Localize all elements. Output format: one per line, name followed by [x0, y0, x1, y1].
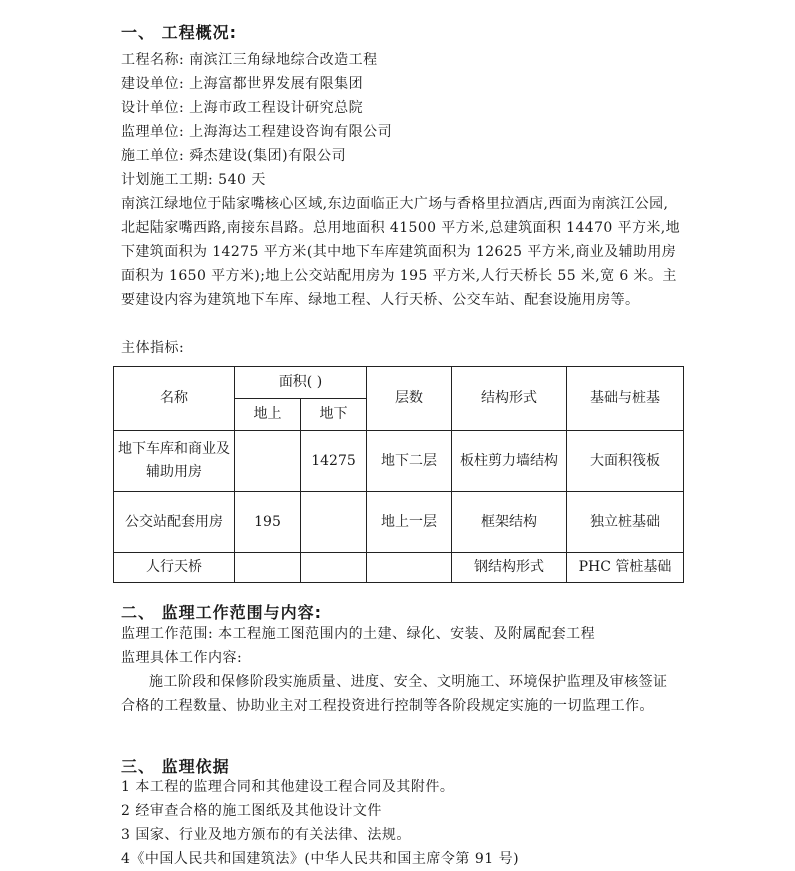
work-content: 施工阶段和保修阶段实施质量、进度、安全、文明施工、环境保护监理及审核签证合格的工程数量、协助业主对工程投资进行控制等各阶段规定实施的一切监理工作。: [121, 674, 668, 714]
project-description: 南滨江绿地位于陆家嘴核心区域,东边面临正大广场与香格里拉酒店,西面为南滨江公园,北起陆家嘴西路,南接东昌路。总用地面积 41500 平方米,总建筑面积 14470 平方米,地下建筑面积为 14275 平方米(其中地下车库建筑面积为 12625 平方米,商业及辅助用房面积为 1650 平方米);地上公交站配用房为 195 平方米,人行天桥长 55 米,宽 6 米。主要建设内容为建筑地下车库、绿地工程、人行天桥、公交车站、配套设施用房等。: [121, 196, 681, 308]
project-name: 工程名称: 南滨江三角绿地综合改造工程: [121, 52, 378, 68]
table-row: [114, 492, 684, 553]
cell-below: 14275: [301, 431, 367, 492]
section-3-title: 三、 监理依据: [121, 757, 230, 776]
work-content-label: 监理具体工作内容:: [121, 650, 243, 666]
cell-below: [301, 553, 367, 583]
cell-above: [235, 431, 301, 492]
cell-foundation: 大面积筏板: [567, 431, 684, 492]
header-below: 地下: [301, 399, 367, 431]
supervision-scope: 监理工作范围: 本工程施工图范围内的土建、绿化、安装、及附属配套工程: [121, 626, 596, 642]
header-structure: 结构形式: [452, 367, 567, 431]
header-above: 地上: [235, 399, 301, 431]
designer: 设计单位: 上海市政工程设计研究总院: [121, 100, 364, 116]
indicators-table: [113, 366, 684, 583]
cell-structure: 框架结构: [452, 492, 567, 553]
cell-name: 人行天桥: [114, 553, 235, 583]
cell-name: 公交站配套用房: [114, 492, 235, 553]
basis-item: 2 经审查合格的施工图纸及其他设计文件: [121, 803, 382, 819]
construction-period: 计划施工工期: 540 天: [121, 172, 266, 188]
cell-structure: 板柱剪力墙结构: [452, 431, 567, 492]
table-row: [114, 431, 684, 492]
table-row: [114, 553, 684, 583]
section-1-title: 一、 工程概况:: [121, 23, 237, 42]
section-2-title: 二、 监理工作范围与内容:: [121, 603, 322, 622]
basis-item: 1 本工程的监理合同和其他建设工程合同及其附件。: [121, 779, 455, 795]
contractor: 施工单位: 舜杰建设(集团)有限公司: [121, 148, 347, 164]
cell-name: 地下车库和商业及辅助用房: [114, 431, 235, 492]
cell-foundation: 独立桩基础: [567, 492, 684, 553]
indicators-label: 主体指标:: [121, 340, 185, 356]
cell-above: [235, 553, 301, 583]
cell-structure: 钢结构形式: [452, 553, 567, 583]
header-floors: 层数: [367, 367, 452, 431]
cell-below: [301, 492, 367, 553]
cell-floors: [367, 553, 452, 583]
cell-above: 195: [235, 492, 301, 553]
builder: 建设单位: 上海富都世界发展有限集团: [121, 76, 364, 92]
supervisor: 监理单位: 上海海达工程建设咨询有限公司: [121, 124, 393, 140]
basis-item: 4《中国人民共和国建筑法》(中华人民共和国主席令第 91 号): [121, 851, 520, 867]
cell-floors: 地下二层: [367, 431, 452, 492]
header-area: 面积( ): [235, 367, 367, 399]
header-name: 名称: [114, 367, 235, 431]
cell-floors: 地上一层: [367, 492, 452, 553]
cell-foundation: PHC 管桩基础: [567, 553, 684, 583]
basis-item: 3 国家、行业及地方颁布的有关法律、法规。: [121, 827, 411, 843]
header-foundation: 基础与桩基: [567, 367, 684, 431]
